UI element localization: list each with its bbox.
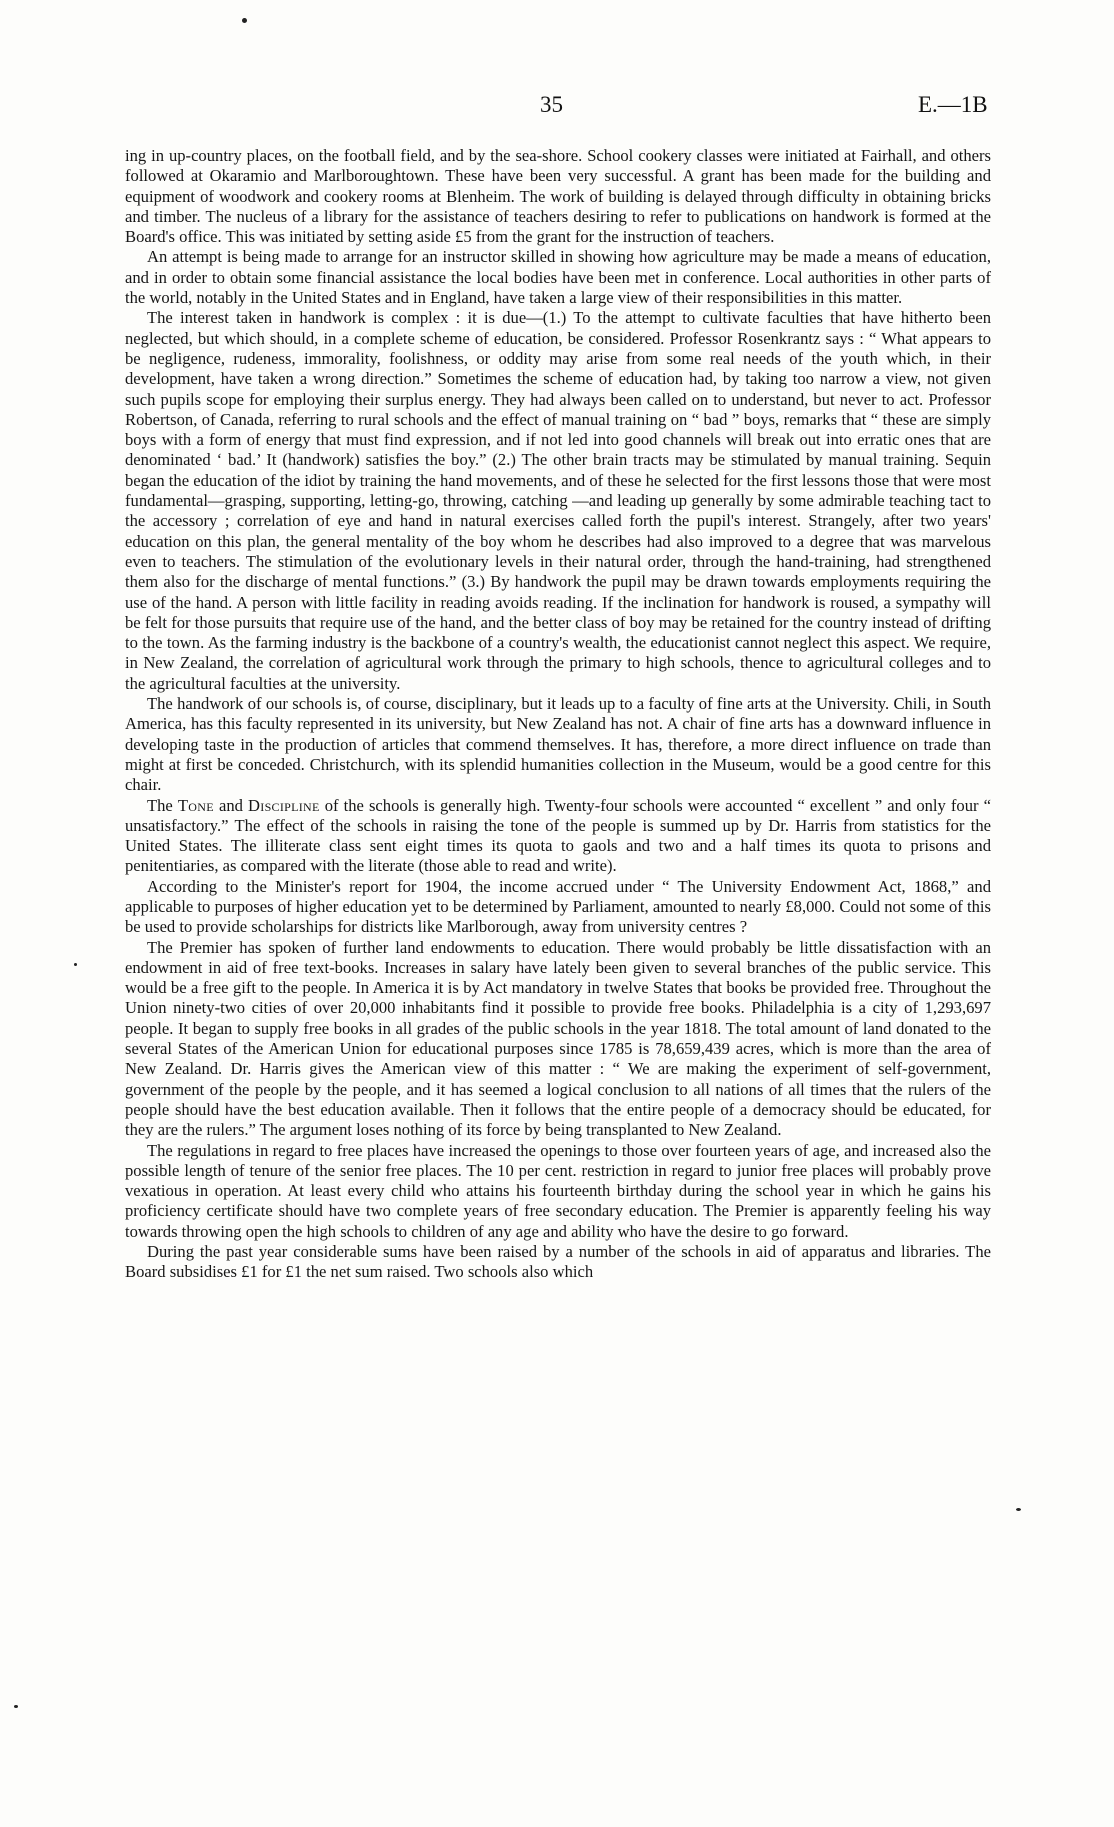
paragraph-5-rest: of the schools is generally high. Twenty-four schools were accounted “ excellent ” and only four “ unsatisfactory.” The effect of the schools in raising the tone of the people is summed up by Dr. Harris from statistics for the United States. The illiterate class sent eight times its quota to gaols and two and a half times its quota to prisons and penitentiaries, as compared with the literate (those able to read and write).: [125, 795, 991, 876]
paragraph-4: The handwork of our schools is, of course, disciplinary, but it leads up to a faculty of fine arts at the University. Chili, in South America, has this faculty represented in its university, but New Zealand has not. A chair of fine arts has a downward influence in developing taste in the production of articles that commend themselves. It has, therefore, a more direct influence on trade than might at first be conceded. Christchurch, with its splendid humanities collection in the Museum, would be a good centre for this chair.: [125, 694, 991, 795]
paragraph-3: The interest taken in handwork is complex : it is due—(1.) To the attempt to cultivate faculties that have hitherto been neglected, but which should, in a complete scheme of education, be considered. Professor Rosenkrantz says : “ What appears to be negligence, rudeness, immorality, foolishness, or oddity may arise from some real needs of the youth which, in their development, have taken a wrong direction.” Sometimes the scheme of education had, by taking too narrow a view, not given such pupils scope for employing their surplus energy. They had always been called on to understand, but never to act. Professor Robertson, of Canada, referring to rural schools and the effect of manual training on “ bad ” boys, remarks that “ these are simply boys with a form of energy that must find expression, and if not led into good channels will break out into erratic ones that are denominated ‘ bad.’ It (handwork) satisfies the boy.” (2.) The other brain tracts may be stimulated by manual training. Sequin began the education of the idiot by training the hand movements, and of these he selected for the first lessons those that were most fundamental—grasping, supporting, letting-go, throwing, catching —and leading up generally by some admirable teaching tact to the accessory ; correlation of eye and hand in natural exercises called forth the pupil's interest. Strangely, after two years' education on this plan, the general mentality of the boy whom he describes had also improved to a degree that was marvelous even to teachers. The stimulation of the evolutionary levels in their natural order, through the hand-training, had strengthened them also for the discharge of mental functions.” (3.) By handwork the pupil may be drawn towards employments requiring the use of the hand. A person with little facility in reading avoids reading. If the inclination for handwork is roused, a sympathy will be felt for those pursuits that require use of the hand, and the better class of boy may be retained for the country instead of drifting to the town. As the farming industry is the backbone of a country's wealth, the educationist cannot neglect this aspect. We require, in New Zealand, the correlation of agricultural work through the primary to high schools, thence to agricultural colleges and to the agricultural faculties at the university.: [125, 308, 991, 693]
scan-speck: [242, 18, 247, 23]
paragraph-9: During the past year considerable sums have been raised by a number of the schools in aid of apparatus and libraries. The Board subsidises £1 for £1 the net sum raised. Two schools also which: [125, 1242, 991, 1282]
scan-speck: [74, 963, 77, 966]
scan-speck: [1016, 1508, 1021, 1511]
paragraph-7: The Premier has spoken of further land endowments to education. There would probably be little dissatisfaction with an endowment in aid of free text-books. Increases in salary have lately been given to several branches of the public service. This would be a free gift to the people. In America it is by Act mandatory in twelve States that books be provided free. Throughout the Union ninety-two cities of over 20,000 inhabitants find it possible to provide free books. Philadelphia is a city of 1,293,697 people. It began to supply free books in all grades of the public schools in the year 1818. The total amount of land donated to the several States of the American Union for educational purposes since 1785 is 78,659,439 acres, which is more than the area of New Zealand. Dr. Harris gives the American view of this matter : “ We are making the experiment of self-government, government of the people by the people, and it has seemed a logical conclusion to all nations of all times that the rulers of the people should have the best education available. Then it follows that the entire people of a democracy should be educated, for they are the rulers.” The argument loses nothing of its force by being transplanted to New Zealand.: [125, 937, 991, 1140]
document-reference: E.—1B: [918, 92, 988, 117]
paragraph-8: The regulations in regard to free places have increased the openings to those over fourteen years of age, and increased also the possible length of tenure of the senior free places. The 10 per cent. restriction in regard to junior free places will probably prove vexatious in operation. At least every child who attains his fourteenth birthday during the school year in which he gains his proficiency certificate should have two complete years of free secondary education. The Premier is apparently feeling his way towards throwing open the high schools to children of any age and ability who have the desire to go forward.: [125, 1140, 991, 1241]
paragraph-6: According to the Minister's report for 1904, the income accrued under “ The University Endowment Act, 1868,” and applicable to purposes of higher education yet to be determined by Parliament, amounted to nearly £8,000. Could not some of this be used to provide scholarships for districts like Marlborough, away from university centres ?: [125, 876, 991, 937]
discipline-heading: Discipline: [247, 795, 320, 815]
body-text: [125, 146, 991, 1283]
page-number: 35: [540, 92, 563, 117]
paragraph-1: ing in up-country places, on the football field, and by the sea-shore. School cookery classes were initiated at Fairhall, and others followed at Okaramio and Marlboroughtown. These have been very successful. A grant has been made for the building and equipment of woodwork and cookery rooms at Blenheim. The work of building is delayed through difficulty in obtaining bricks and timber. The nucleus of a library for the assistance of teachers desiring to refer to publications on handwork is formed at the Board's office. This was initiated by setting aside £5 from the grant for the instruction of teachers.: [125, 146, 991, 247]
tone-heading: Tone: [177, 795, 214, 815]
scan-speck: [14, 1705, 18, 1708]
paragraph-5-lead: The: [147, 795, 178, 815]
page-header: [0, 92, 1114, 126]
paragraph-5-and: and: [213, 795, 248, 815]
paragraph-5: [125, 796, 991, 877]
paragraph-2: An attempt is being made to arrange for an instructor skilled in showing how agriculture may be made a means of education, and in order to obtain some financial assistance the local bodies have been met in conference. Local authorities in other parts of the world, notably in the United States and in England, have taken a large view of their responsibilities in this matter.: [125, 247, 991, 308]
